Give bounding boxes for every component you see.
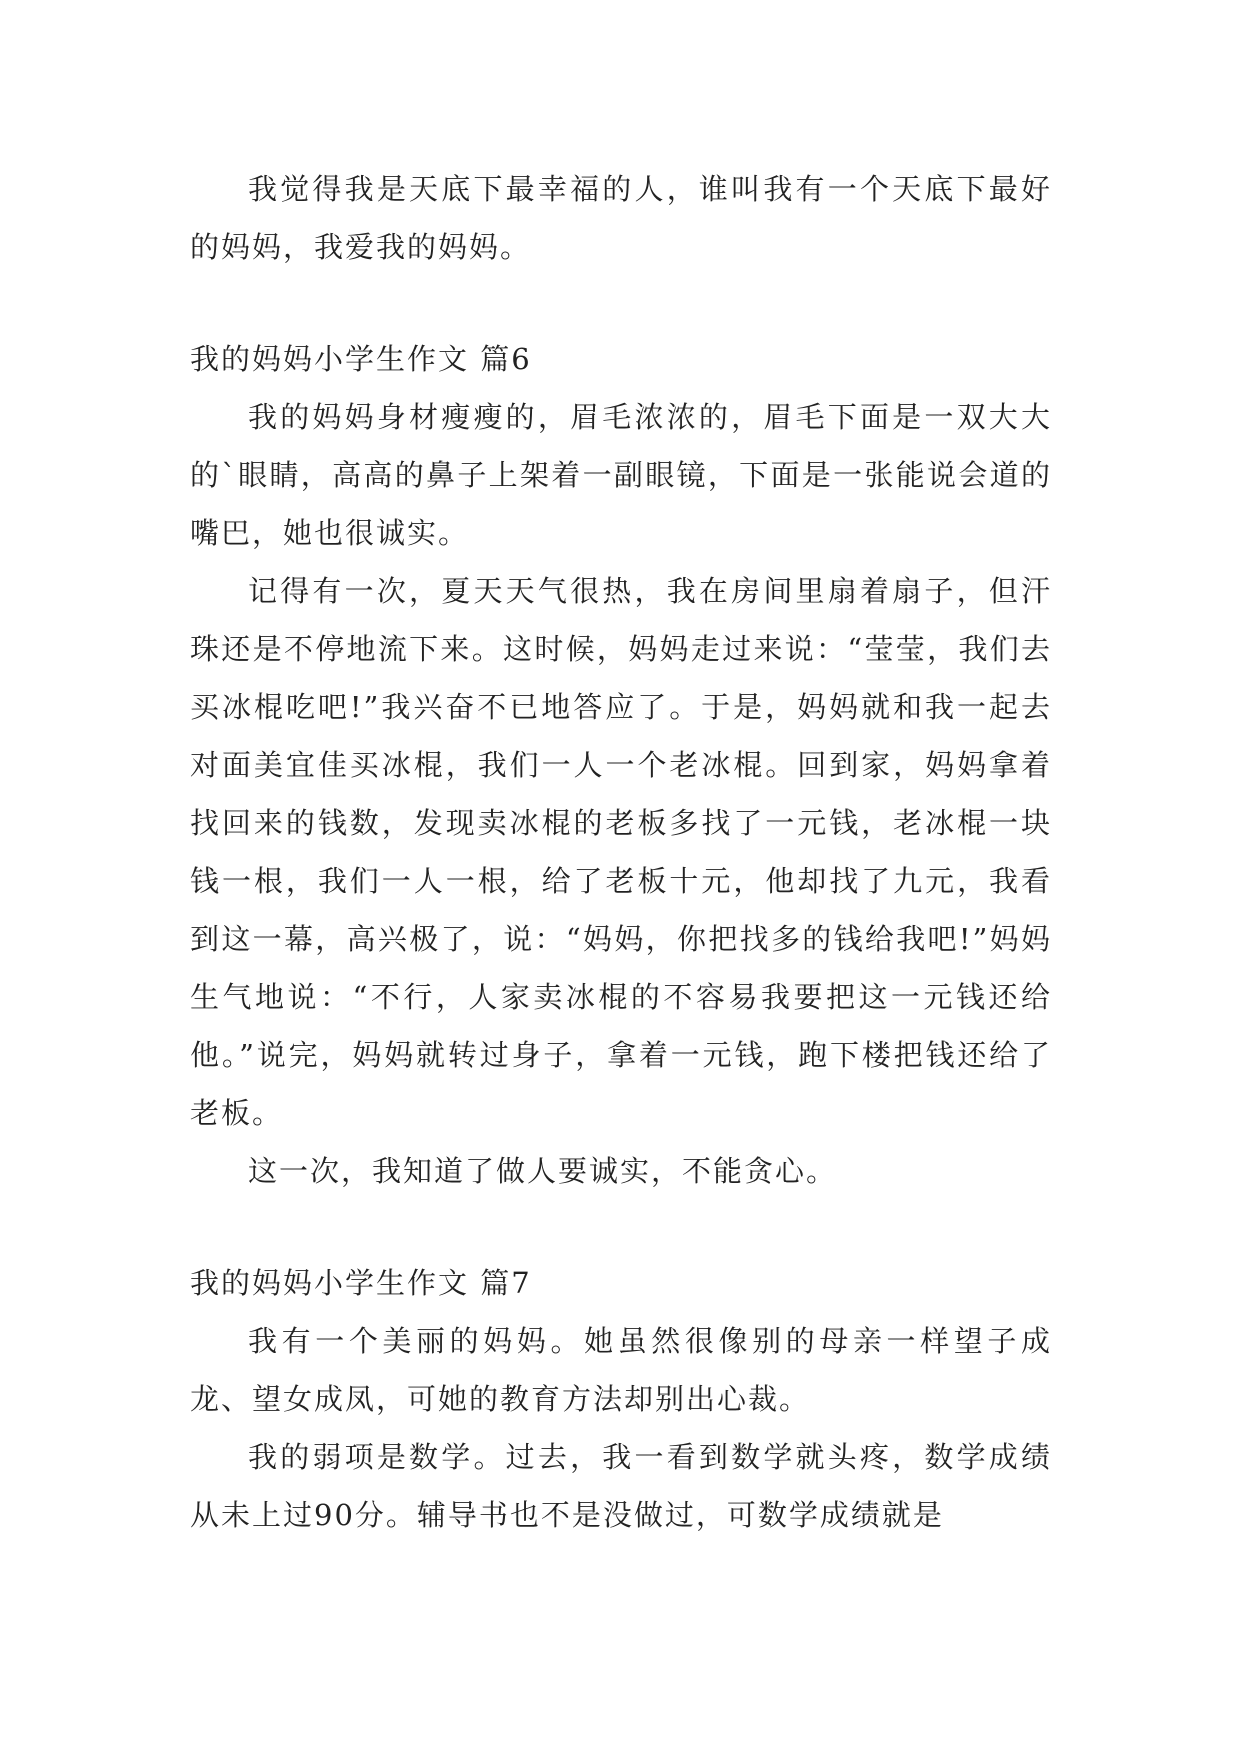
section-gap xyxy=(190,1200,1052,1254)
paragraph-closing-piece5: 我觉得我是天底下最幸福的人，谁叫我有一个天底下最好的妈妈，我爱我的妈妈。 xyxy=(190,172,1052,264)
paragraph-lesson: 这一次，我知道了做人要诚实，不能贪心。 xyxy=(248,1154,838,1188)
paragraph-description: 我的妈妈身材瘦瘦的，眉毛浓浓的，眉毛下面是一双大大的`眼睛，高高的鼻子上架着一副眼镜，下面是一张能说会道的嘴巴，她也很诚实。 xyxy=(190,400,1052,550)
paragraph-intro: 我有一个美丽的妈妈。她虽然很像别的母亲一样望子成龙、望女成凤，可她的教育方法却别出心裁。 xyxy=(190,1324,1052,1416)
document-body xyxy=(190,160,1052,1544)
paragraph-math: 我的弱项是数学。过去，我一看到数学就头疼，数学成绩从未上过90分。辅导书也不是没做过，可数学成绩就是 xyxy=(190,1440,1052,1532)
section-gap xyxy=(190,276,1052,330)
section-heading-7: 我的妈妈小学生作文 篇7 xyxy=(190,1266,532,1300)
paragraph-story: 记得有一次，夏天天气很热，我在房间里扇着扇子，但汗珠还是不停地流下来。这时候，妈妈走过来说：“莹莹，我们去买冰棍吃吧!”我兴奋不已地答应了。于是，妈妈就和我一起去对面美宜佳买冰棍，我们一人一个老冰棍。回到家，妈妈拿着找回来的钱数，发现卖冰棍的老板多找了一元钱，老冰棍一块钱一根，我们一人一根，给了老板十元，他却找了九元，我看到这一幕，高兴极了，说：“妈妈，你把找多的钱给我吧!”妈妈生气地说：“不行，人家卖冰棍的不容易我要把这一元钱还给他。”说完，妈妈就转过身子，拿着一元钱，跑下楼把钱还给了老板。 xyxy=(190,574,1052,1130)
section-heading-6: 我的妈妈小学生作文 篇6 xyxy=(190,342,532,376)
